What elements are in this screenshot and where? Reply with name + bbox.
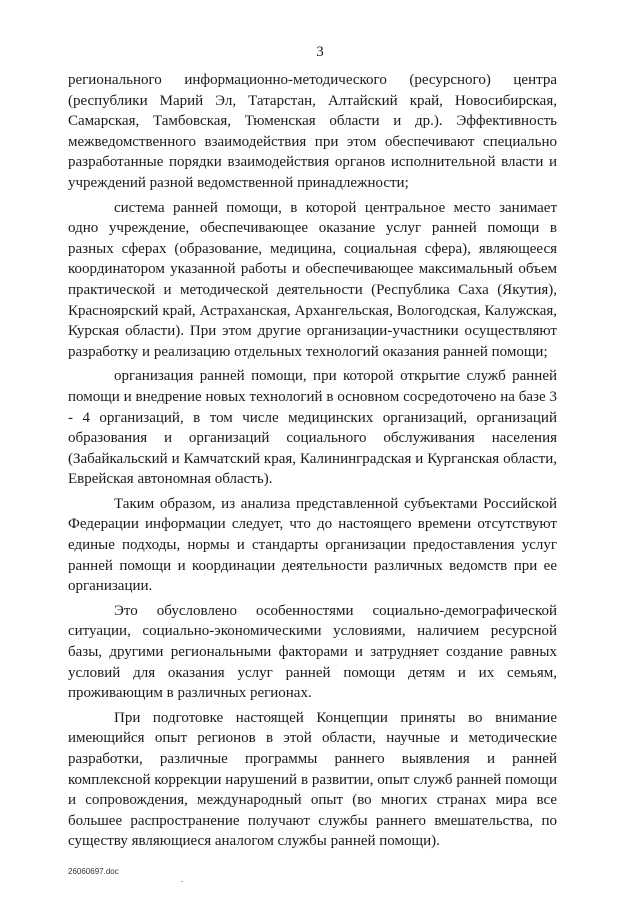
footer-filename: 26060697.doc bbox=[68, 867, 119, 876]
page-number: 3 bbox=[316, 44, 324, 60]
paragraph-conclusion-no-unified-approach: Таким образом, из анализа представленной субъектами Российской Федерации информации следует, что до настоящего времени отсутствуют единые подходы, нормы и стандарты организации предоставления услуг ранней помощи и координации деятельности различных ведомств при ее организации. bbox=[68, 495, 557, 595]
paragraph-reasons: Это обусловлено особенностями социально-демографической ситуации, социально-экономическими условиями, наличием ресурсной базы, другими региональными факторами и затрудняет создание равных условий для оказания услуг ранней помощи детям и их семьям, проживающим в различных регионах. bbox=[68, 602, 557, 702]
paragraph-multi-organization-model: организация ранней помощи, при которой открытие служб ранней помощи и внедрение новых технологий в основном сосредоточено на базе 3 - 4 организаций, в том числе медицинских организаций, организаций образования и организаций социального обслуживания населения (Забайкальский и Камчатский края, Калининградская и Курганская области, Еврейская автономная область). bbox=[68, 368, 557, 488]
paragraph-concept-preparation: При подготовке настоящей Концепции приняты во внимание имеющийся опыт регионов в этой области, научные и методические разработки, различные программы раннего выявления и ранней комплексной коррекции нарушений в развитии, опыт служб ранней помощи и сопровождения, международный опыт (во многих странах мира все большее распространение получают службы раннего вмешательства, по существу являющиеся аналогом службы ранней помощи). bbox=[68, 709, 557, 850]
paragraph-single-institution-system: система ранней помощи, в которой центральное место занимает одно учреждение, обеспечивающее оказание услуг ранней помощи в разных сферах (образование, медицина, социальная сфера), являющееся координатором указанной работы и обеспечивающее максимальный объем практической и методической деятельности (Республика Саха (Якутия), Красноярский край, Астраханская, Архангельская, Вологодская, Калужская, Курская области). При этом другие организации-участники осуществляют разработку и реализацию отдельных технологий оказания ранней помощи; bbox=[68, 199, 557, 360]
scan-artifact bbox=[181, 881, 183, 882]
paragraph-continued-regional-center: регионального информационно-методического (ресурсного) центра (республики Марий Эл, Татарстан, Алтайский край, Новосибирская, Самарская, Тамбовская, Тюменская области и др.). Эффективность межведомственного взаимодействия при этом обеспечивают специально разработанные порядки взаимодействия органов исполнительной власти и учреждений разной ведомственной принадлежности; bbox=[68, 72, 557, 191]
document-body bbox=[68, 70, 557, 852]
